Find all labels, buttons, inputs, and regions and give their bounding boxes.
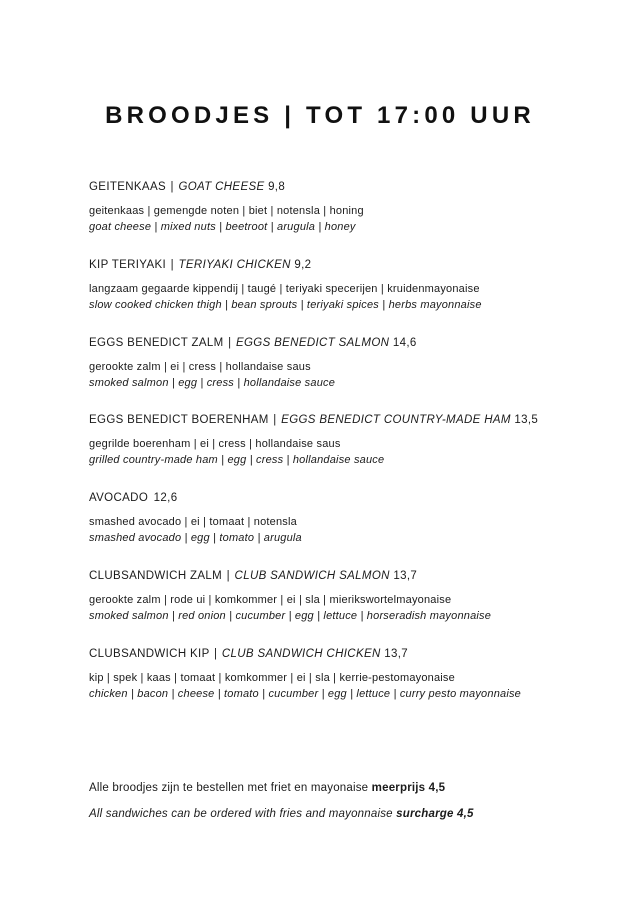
menu-item-price: 9,2 [294, 258, 312, 271]
menu-item-separator: | [213, 647, 218, 660]
menu-item-name-en: CLUB SANDWICH SALMON [234, 570, 390, 583]
menu-item-heading [89, 180, 549, 195]
menu-item-list [89, 180, 549, 725]
menu-item-heading [89, 258, 549, 273]
menu-item-description-en: goat cheese | mixed nuts | beetroot | arugula | honey [89, 220, 356, 233]
menu-item-name-en: TERIYAKI CHICKEN [178, 258, 291, 271]
footer-note-en-text: All sandwiches can be ordered with fries and mayonnaise [89, 808, 397, 820]
menu-item-description-nl: gegrilde boerenham | ei | cress | hollandaise saus [89, 438, 341, 451]
footer-note [89, 782, 559, 820]
footer-note-en-surcharge: surcharge 4,5 [396, 808, 474, 820]
menu-item-price: 13,5 [514, 414, 539, 427]
menu-item-name-en: CLUB SANDWICH CHICKEN [221, 647, 381, 660]
menu-item-price: 12,6 [153, 492, 178, 505]
footer-note-en [89, 808, 559, 820]
page-title: BROODJES | TOT 17:00 UUR [105, 102, 535, 129]
menu-item-separator: | [170, 258, 174, 271]
menu-item-heading [89, 413, 549, 428]
menu-item-name-en: EGGS BENEDICT COUNTRY-MADE HAM [281, 414, 511, 427]
menu-item-description-en: grilled country-made ham | egg | cress | hollandaise sauce [89, 454, 385, 467]
menu-item-separator: | [226, 570, 230, 583]
menu-item-separator: | [170, 181, 174, 193]
menu-item-name-nl: EGGS BENEDICT ZALM [89, 336, 224, 349]
footer-note-nl-surcharge: meerprijs 4,5 [371, 782, 446, 794]
menu-item-name-en: EGGS BENEDICT SALMON [235, 336, 390, 349]
menu-item-price: 14,6 [392, 336, 417, 349]
menu-item-name-nl: CLUBSANDWICH KIP [89, 647, 210, 660]
menu-item-price: 9,8 [268, 181, 286, 193]
footer-note-nl-text: Alle broodjes zijn te bestellen met friet en mayonaise [89, 782, 372, 794]
footer-note-nl [89, 782, 559, 794]
menu-item-heading [89, 647, 549, 662]
menu-item-name-nl: CLUBSANDWICH ZALM [89, 570, 223, 583]
menu-item [89, 413, 549, 469]
menu-item-heading [89, 569, 549, 584]
menu-item-description-nl: langzaam gegaarde kippendij | taugé | teriyaki specerijen | kruidenmayonaise [89, 282, 480, 295]
menu-item-heading [89, 491, 549, 506]
menu-item-price: 13,7 [384, 647, 408, 660]
menu-item-name-nl: EGGS BENEDICT BOERENHAM [89, 414, 269, 427]
menu-item [89, 258, 549, 314]
menu-item [89, 180, 549, 236]
menu-item-name-nl: GEITENKAAS [89, 181, 166, 193]
menu-item-description-en: slow cooked chicken thigh | bean sprouts | teriyaki spices | herbs mayonnaise [89, 298, 482, 311]
menu-item-description-en: chicken | bacon | cheese | tomato | cucumber | egg | lettuce | curry pesto mayonnaise [89, 687, 521, 700]
menu-item-description-en: smoked salmon | red onion | cucumber | egg | lettuce | horseradish mayonnaise [89, 609, 492, 622]
menu-item [89, 336, 549, 392]
menu-item-description-nl: gerookte zalm | rode ui | komkommer | ei | sla | mierikswortelmayonaise [89, 594, 452, 606]
menu-item-name-nl: AVOCADO [89, 492, 149, 505]
menu-item-name-en: GOAT CHEESE [178, 181, 265, 193]
menu-item-description-nl: smashed avocado | ei | tomaat | notensla [89, 516, 297, 529]
menu-item-price: 13,7 [393, 570, 418, 583]
menu-item-separator: | [273, 414, 277, 427]
menu-item [89, 647, 549, 703]
menu-item-description-nl: kip | spek | kaas | tomaat | komkommer | ei | sla | kerrie-pestomayonaise [89, 671, 455, 684]
menu-item-heading [89, 336, 549, 351]
menu-item-separator: | [228, 336, 232, 349]
menu-item [89, 569, 549, 625]
menu-item-name-nl: KIP TERIYAKI [89, 258, 167, 271]
menu-item-description-en: smashed avocado | egg | tomato | arugula [89, 532, 302, 545]
menu-item [89, 491, 549, 547]
menu-item-description-en: smoked salmon | egg | cress | hollandaise sauce [89, 376, 336, 389]
menu-item-description-nl: geitenkaas | gemengde noten | biet | notensla | honing [89, 204, 364, 217]
menu-item-description-nl: gerookte zalm | ei | cress | hollandaise saus [89, 360, 311, 373]
